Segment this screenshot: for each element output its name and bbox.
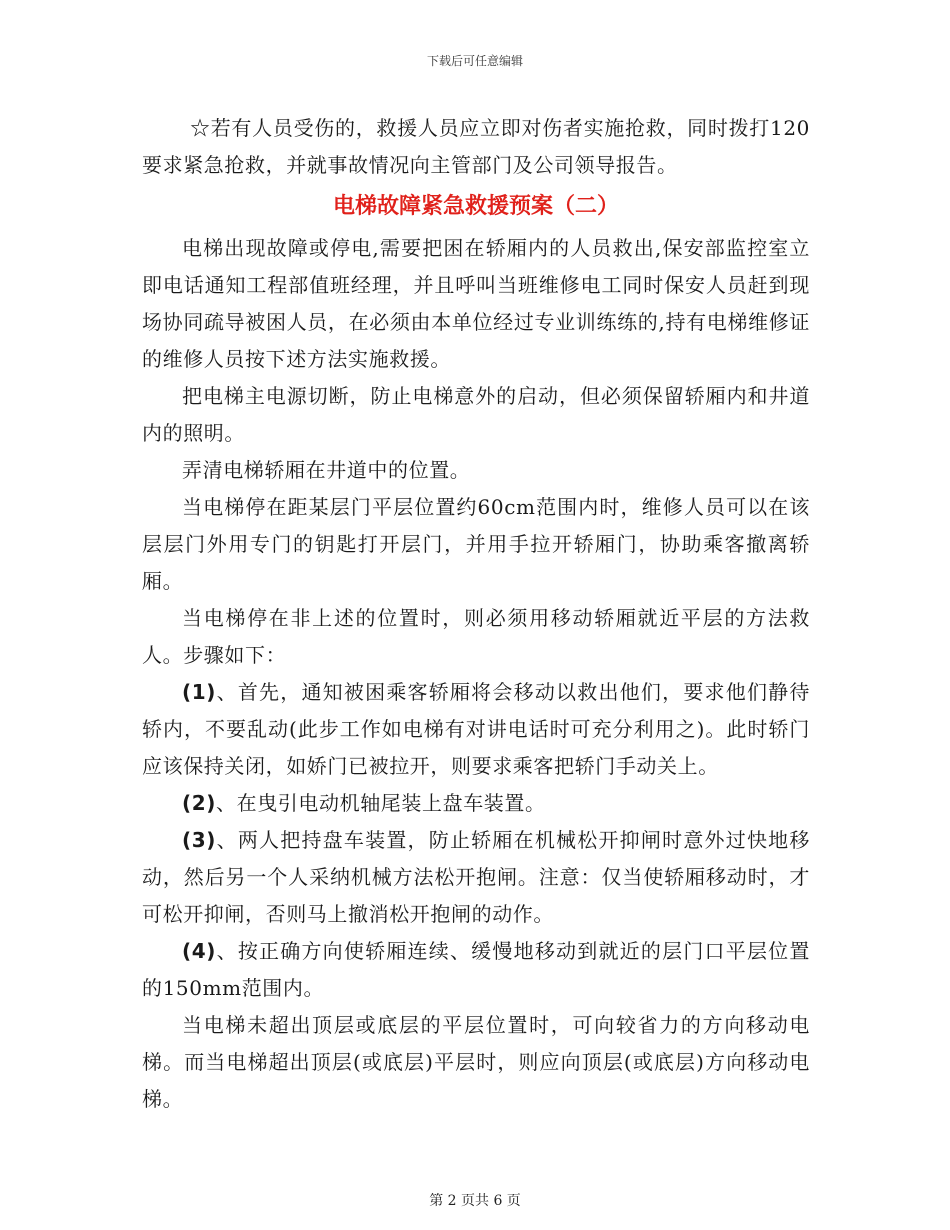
section-title: 电梯故障紧急救援预案（二） (332, 194, 619, 219)
step-paragraph (142, 933, 810, 1007)
step-paragraph (142, 822, 810, 933)
step-text: 、首先，通知被困乘客轿厢将会移动以救出他们，要求他们静待轿内，不要乱动(此步工作如电梯有对讲电话时可充分利用之)。此时轿门应该保持关闭，如娇门已被拉开，则要求乘客把轿门手动关上。 (142, 680, 810, 778)
page-header: 下载后可任意编辑 (426, 54, 523, 68)
step-text: 、在曳引电动机轴尾装上盘车装置。 (216, 791, 546, 815)
body-paragraph: 电梯出现故障或停电,需要把困在轿厢内的人员救出,保安部监控室立即电话通知工程部值班经理，并且呼叫当班维修电工同时保安人员赶到现场协同疏导被困人员，在必须由本单位经过专业训练练的,持有电梯维修证的维修人员按下述方法实施救援。 (142, 236, 810, 371)
step-number: (4) (182, 939, 216, 963)
body-paragraph: 当电梯停在距某层门平层位置约60cm范围内时，维修人员可以在该层层门外用专门的钥匙打开层门，并用手拉开轿厢门，协助乘客撤离轿厢。 (142, 495, 810, 593)
body-paragraph: 当电梯停在非上述的位置时，则必须用移动轿厢就近平层的方法救人。步骤如下： (142, 606, 810, 667)
document-body (142, 110, 810, 1118)
step-number: (2) (182, 791, 216, 815)
step-paragraph (142, 674, 810, 785)
step-text: 、两人把持盘车装置，防止轿厢在机械松开抑闸时意外过快地移动，然后另一个人采纳机械方法松开抱闸。注意：仅当使轿厢移动时，才可松开抑闸，否则马上撤消松开抱闸的动作。 (142, 828, 810, 926)
body-paragraph: 把电梯主电源切断，防止电梯意外的启动，但必须保留轿厢内和井道内的照明。 (142, 384, 810, 445)
step-number: (3) (182, 828, 216, 852)
step-text: 、按正确方向使轿厢连续、缓慢地移动到就近的层门口平层位置的150mm范围内。 (142, 939, 810, 1000)
closing-paragraph: 当电梯未超出顶层或底层的平层位置时，可向较省力的方向移动电梯。而当电梯超出顶层(或底层)平层时，则应向顶层(或底层)方向移动电梯。 (142, 1013, 810, 1111)
intro-paragraph: ☆若有人员受伤的，救援人员应立即对伤者实施抢救，同时拨打120要求紧急抢救，并就事故情况向主管部门及公司领导报告。 (142, 116, 810, 177)
step-paragraph (142, 785, 810, 822)
body-paragraph: 弄清电梯轿厢在井道中的位置。 (182, 458, 471, 482)
page-footer: 第 2 页共 6 页 (429, 1193, 521, 1209)
step-number: (1) (182, 680, 216, 704)
